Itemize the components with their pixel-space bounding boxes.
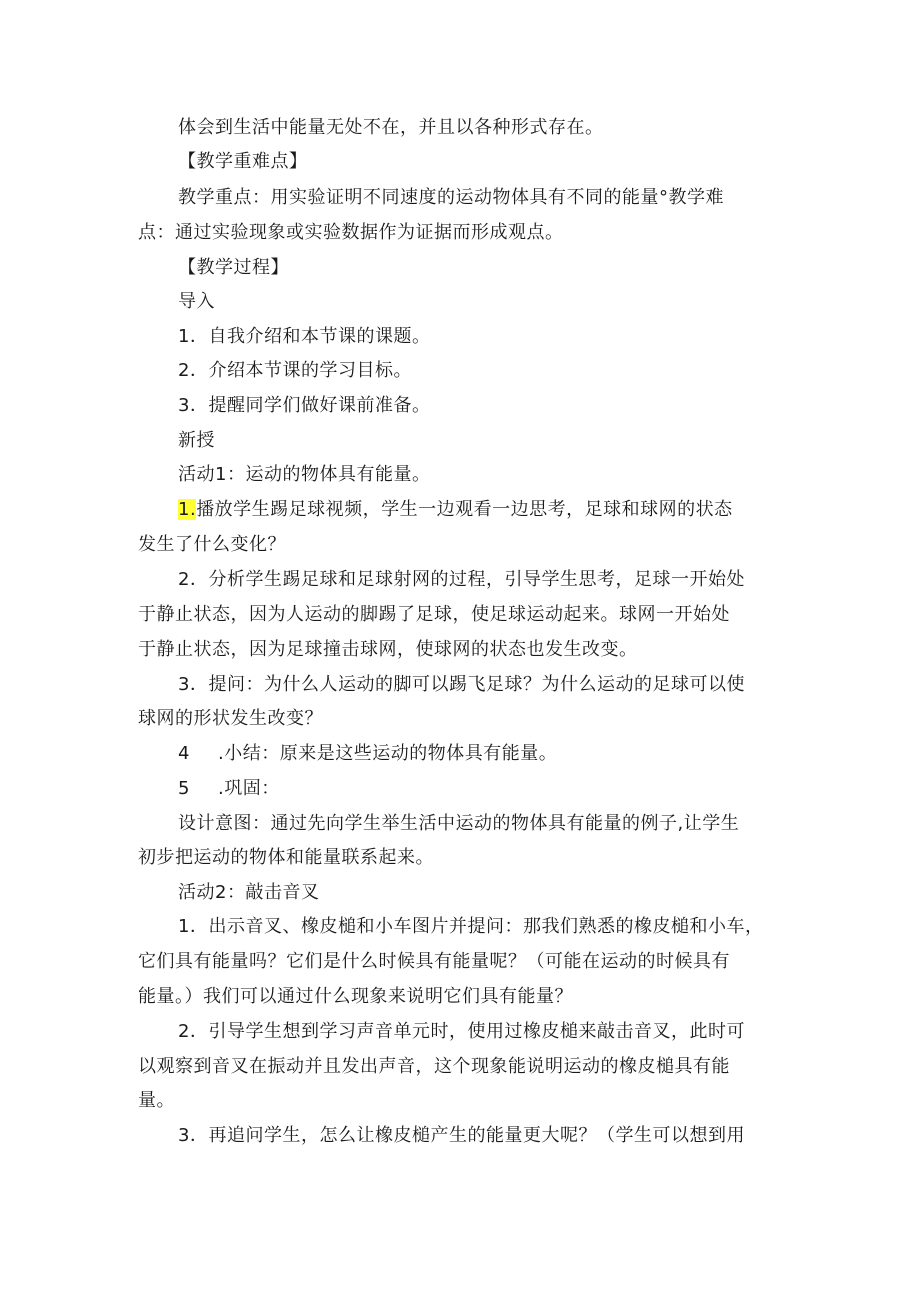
list-number: 5 — [178, 778, 190, 799]
text-line: 以观察到音叉在振动并且发出声音，这个现象能说明运动的橡皮槌具有能 — [138, 1056, 730, 1077]
list-number: 4 — [178, 743, 190, 764]
list-item: 3．提醒同学们做好课前准备。 — [178, 395, 431, 416]
list-item — [178, 498, 733, 522]
text-line: .小结：原来是这些运动的物体具有能量。 — [218, 743, 558, 764]
text-line: 播放学生踢足球视频，学生一边观看一边思考，足球和球网的状态 — [196, 499, 733, 520]
text-line: 它们具有能量吗？它们是什么时候具有能量呢？（可能在运动的时候具有 — [138, 951, 730, 972]
list-item — [178, 742, 557, 766]
text-line: 能量。）我们可以通过什么现象来说明它们具有能量？ — [138, 986, 573, 1007]
text-line: 教学重点：用实验证明不同速度的运动物体具有不同的能量°教学难 — [178, 187, 724, 208]
subsection-heading: 导入 — [178, 291, 215, 312]
section-heading: 【教学重难点】 — [178, 151, 308, 172]
list-item: 2．引导学生想到学习声音单元时，使用过橡皮槌来敲击音叉，此时可 — [178, 1021, 745, 1042]
text-line: 体会到生活中能量无处不在，并且以各种形式存在。 — [178, 117, 604, 138]
text-line: 设计意图：通过先向学生举生活中运动的物体具有能量的例子,让学生 — [178, 813, 740, 834]
list-item: 3．再追问学生，怎么让橡皮槌产生的能量更大呢？（学生可以想到用 — [178, 1125, 745, 1146]
text-line: 于静止状态，因为人运动的脚踢了足球，使足球运动起来。球网一开始处 — [138, 604, 730, 625]
list-item: 1．自我介绍和本节课的课题。 — [178, 326, 431, 347]
text-line: 发生了什么变化？ — [138, 534, 286, 555]
text-line: 于静止状态，因为足球撞击球网，使球网的状态也发生改变。 — [138, 639, 638, 660]
subsection-heading: 新授 — [178, 430, 215, 451]
text-line: .巩固： — [218, 778, 280, 799]
list-item — [178, 777, 280, 801]
list-item: 2．分析学生踢足球和足球射网的过程，引导学生思考，足球一开始处 — [178, 569, 745, 590]
text-line: 量。 — [138, 1090, 175, 1111]
section-heading: 【教学过程】 — [178, 257, 289, 278]
text-line: 初步把运动的物体和能量联系起来。 — [138, 847, 434, 868]
activity-heading: 活动2：敲击音叉 — [178, 882, 320, 903]
text-line: 球网的形状发生改变？ — [138, 708, 323, 729]
list-item: 2．介绍本节课的学习目标。 — [178, 360, 412, 381]
text-line: 点：通过实验现象或实验数据作为证据而形成观点。 — [138, 222, 564, 243]
activity-heading: 活动1：运动的物体具有能量。 — [178, 464, 431, 485]
list-item: 3．提问：为什么人运动的脚可以踢飞足球？为什么运动的足球可以使 — [178, 674, 745, 695]
list-item: 1．出示音叉、橡皮槌和小车图片并提问：那我们熟悉的橡皮槌和小车， — [178, 916, 764, 937]
highlighted-number: 1. — [178, 499, 197, 520]
